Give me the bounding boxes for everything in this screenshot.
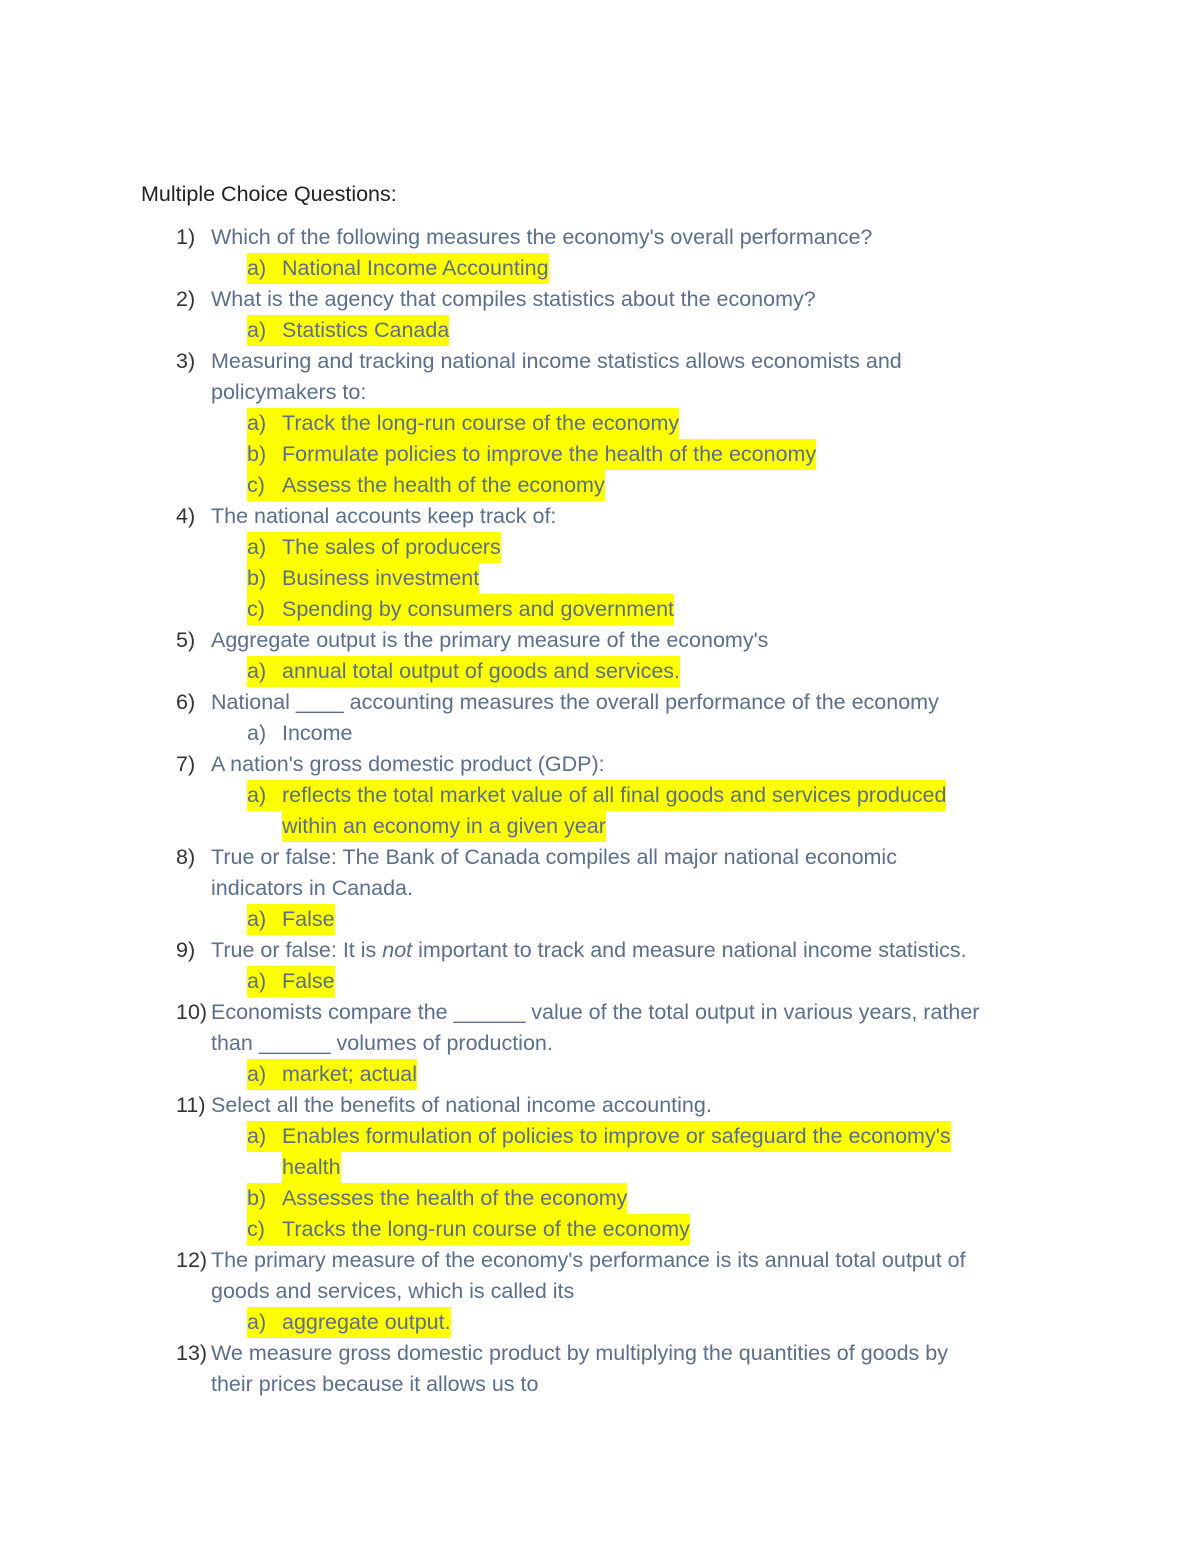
answer-option (247, 966, 335, 997)
answer-line (0, 470, 1200, 501)
answer-line (0, 811, 1200, 842)
answer-line (0, 315, 1200, 346)
answer-text: Track the long-run course of the economy (282, 411, 680, 435)
answer-text-continued: health (282, 1152, 341, 1183)
question-line (0, 1090, 1200, 1121)
answer-line (0, 1214, 1200, 1245)
answer-letter: a) (247, 1124, 267, 1148)
question-line (0, 1369, 1200, 1400)
question-list (0, 222, 1200, 1400)
answer-letter: a) (247, 659, 267, 683)
answer-option (247, 470, 605, 501)
answer-letter: c) (247, 473, 265, 497)
question-line (0, 346, 1200, 377)
answer-line (0, 532, 1200, 563)
answer-line (0, 1307, 1200, 1338)
answer-line (0, 253, 1200, 284)
answer-text: Enables formulation of policies to improve or safeguard the economy's (282, 1124, 951, 1148)
question-line (0, 1028, 1200, 1059)
answer-line (0, 718, 1200, 749)
question-text: The national accounts keep track of: (211, 504, 557, 528)
question-number: 9) (176, 938, 196, 962)
answer-letter: a) (247, 969, 267, 993)
answer-text: False (282, 969, 335, 993)
answer-text: Formulate policies to improve the health of the economy (282, 442, 817, 466)
answer-line (0, 1121, 1200, 1152)
answer-line (0, 594, 1200, 625)
question-line (0, 749, 1200, 780)
question-number: 7) (176, 752, 196, 776)
answer-letter: a) (247, 318, 267, 342)
question-text: Select all the benefits of national income accounting. (211, 1093, 712, 1117)
question-line (0, 997, 1200, 1028)
question-text: National ____ accounting measures the overall performance of the economy (211, 690, 939, 714)
question-text: A nation's gross domestic product (GDP): (211, 752, 605, 776)
answer-text: reflects the total market value of all final goods and services produced (282, 783, 947, 807)
answer-line (0, 408, 1200, 439)
answer-line (0, 1059, 1200, 1090)
question-number: 12) (176, 1248, 208, 1272)
answer-option (247, 718, 353, 749)
answer-line (0, 904, 1200, 935)
answer-option (247, 408, 679, 439)
answer-line (0, 439, 1200, 470)
answer-option (247, 1121, 951, 1152)
answer-option (247, 1307, 451, 1338)
answer-letter: a) (247, 1062, 267, 1086)
page-heading: Multiple Choice Questions: (141, 182, 397, 206)
question-line (0, 935, 1200, 966)
question-text: policymakers to: (211, 380, 367, 404)
answer-text: The sales of producers (282, 535, 501, 559)
question-line (0, 377, 1200, 408)
answer-text: Income (282, 721, 353, 745)
question-number: 10) (176, 1000, 208, 1024)
question-text: indicators in Canada. (211, 876, 413, 900)
answer-text: Assess the health of the economy (282, 473, 605, 497)
answer-text: National Income Accounting (282, 256, 549, 280)
question-text: True or false: The Bank of Canada compiles all major national economic (211, 845, 897, 869)
question-number: 11) (176, 1093, 206, 1117)
answer-option (247, 594, 674, 625)
question-number: 2) (176, 287, 196, 311)
answer-letter: c) (247, 597, 265, 621)
answer-text-continued: within an economy in a given year (282, 811, 606, 842)
answer-letter: a) (247, 535, 267, 559)
question-line (0, 1245, 1200, 1276)
answer-line (0, 966, 1200, 997)
question-text: The primary measure of the economy's performance is its annual total output of (211, 1248, 966, 1272)
question-number: 6) (176, 690, 196, 714)
question-number: 3) (176, 349, 196, 373)
answer-text: False (282, 907, 335, 931)
answer-text: market; actual (282, 1062, 418, 1086)
question-text: True or false: It is not important to track and measure national income statistics. (211, 938, 967, 962)
answer-line (0, 1183, 1200, 1214)
answer-option (247, 1059, 417, 1090)
answer-option (247, 532, 501, 563)
question-line (0, 873, 1200, 904)
italic-text: not (382, 938, 413, 962)
question-text: goods and services, which is called its (211, 1279, 575, 1303)
question-line (0, 501, 1200, 532)
answer-letter: a) (247, 907, 267, 931)
answer-text: Statistics Canada (282, 318, 450, 342)
question-line (0, 1276, 1200, 1307)
answer-letter: b) (247, 1186, 267, 1210)
answer-option (247, 656, 680, 687)
answer-letter: b) (247, 566, 267, 590)
question-text: What is the agency that compiles statistics about the economy? (211, 287, 816, 311)
answer-text: Tracks the long-run course of the economy (282, 1217, 690, 1241)
answer-text: Assesses the health of the economy (282, 1186, 628, 1210)
question-number: 13) (176, 1341, 208, 1365)
answer-letter: a) (247, 1310, 267, 1334)
answer-option (247, 780, 946, 811)
question-line (0, 687, 1200, 718)
question-line (0, 625, 1200, 656)
answer-line (0, 780, 1200, 811)
answer-option (247, 563, 479, 594)
answer-option (247, 253, 549, 284)
answer-option (247, 1183, 627, 1214)
answer-line (0, 656, 1200, 687)
question-number: 1) (176, 225, 196, 249)
answer-letter: c) (247, 1217, 265, 1241)
answer-option (247, 904, 335, 935)
answer-letter: b) (247, 442, 267, 466)
question-text: their prices because it allows us to (211, 1372, 539, 1396)
answer-text: Spending by consumers and government (282, 597, 675, 621)
question-line (0, 222, 1200, 253)
answer-line (0, 563, 1200, 594)
question-text: Economists compare the ______ value of the total output in various years, rather (211, 1000, 980, 1024)
question-line (0, 1338, 1200, 1369)
answer-line (0, 1152, 1200, 1183)
answer-letter: a) (247, 411, 267, 435)
answer-letter: a) (247, 783, 267, 807)
answer-text: Business investment (282, 566, 480, 590)
answer-text: aggregate output. (282, 1310, 451, 1334)
answer-letter: a) (247, 721, 267, 745)
question-line (0, 842, 1200, 873)
question-text: Aggregate output is the primary measure of the economy's (211, 628, 769, 652)
question-number: 4) (176, 504, 196, 528)
answer-option (247, 1214, 690, 1245)
answer-option (247, 315, 449, 346)
question-text: Which of the following measures the economy's overall performance? (211, 225, 873, 249)
answer-option (247, 439, 816, 470)
question-number: 5) (176, 628, 196, 652)
question-number: 8) (176, 845, 196, 869)
answer-text: annual total output of goods and services. (282, 659, 681, 683)
question-text: We measure gross domestic product by multiplying the quantities of goods by (211, 1341, 948, 1365)
question-line (0, 284, 1200, 315)
question-text: Measuring and tracking national income statistics allows economists and (211, 349, 902, 373)
question-text: than ______ volumes of production. (211, 1031, 553, 1055)
answer-letter: a) (247, 256, 267, 280)
